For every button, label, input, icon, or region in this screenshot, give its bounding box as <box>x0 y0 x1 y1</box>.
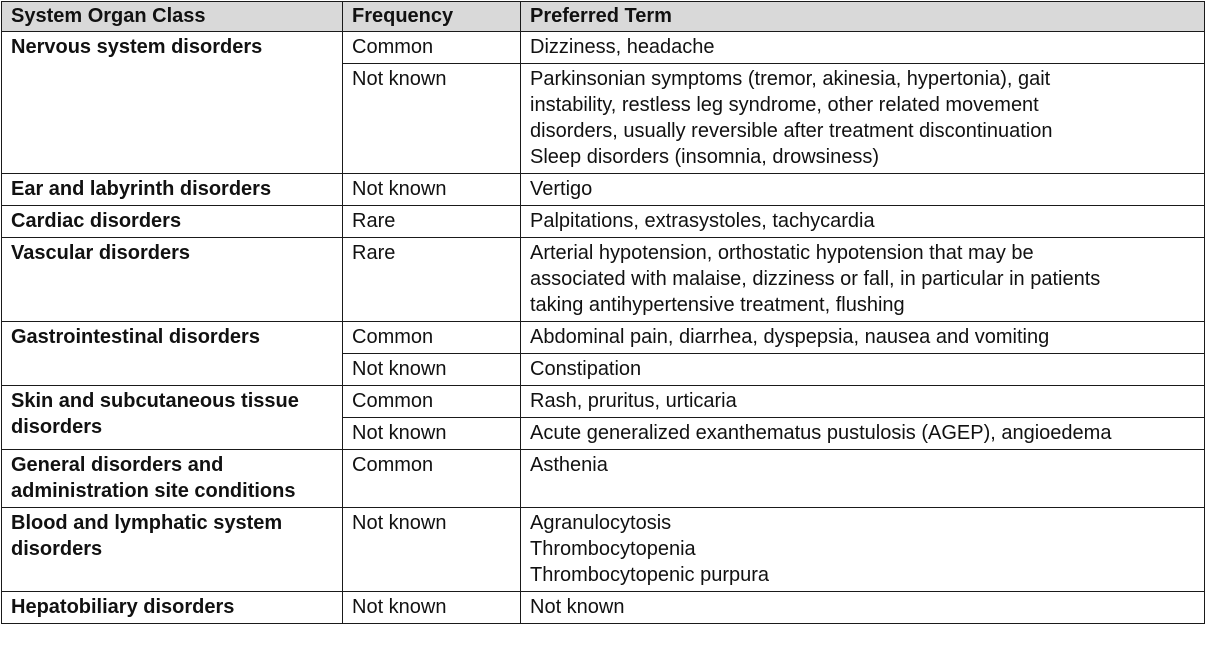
term-cell <box>521 592 1205 624</box>
frequency-cell: Common <box>343 32 521 64</box>
term-line: Acute generalized exanthematus pustulosis (AGEP), angioedema <box>530 422 1112 444</box>
header-system-organ-class: System Organ Class <box>2 2 343 32</box>
term-line: Sleep disorders (insomnia, drowsiness) <box>530 146 880 168</box>
term-cell <box>521 206 1205 238</box>
soc-cell: Vascular disorders <box>2 238 343 322</box>
frequency-cell: Rare <box>343 206 521 238</box>
term-line: instability, restless leg syndrome, other related movement <box>530 94 1039 116</box>
frequency-cell: Not known <box>343 354 521 386</box>
term-cell <box>521 174 1205 206</box>
term-line: Constipation <box>530 358 642 380</box>
soc-line: Skin and subcutaneous tissue <box>11 390 299 412</box>
frequency-cell: Not known <box>343 174 521 206</box>
term-line: Asthenia <box>530 454 608 476</box>
table-row <box>2 206 1205 238</box>
term-cell <box>521 508 1205 592</box>
term-cell <box>521 354 1205 386</box>
header-frequency: Frequency <box>343 2 521 32</box>
term-cell <box>521 418 1205 450</box>
table-row <box>2 508 1205 592</box>
term-line: Arterial hypotension, orthostatic hypotension that may be <box>530 242 1034 264</box>
table-row <box>2 450 1205 508</box>
term-line: taking antihypertensive treatment, flushing <box>530 294 905 316</box>
term-line: Abdominal pain, diarrhea, dyspepsia, nausea and vomiting <box>530 326 1050 348</box>
term-cell <box>521 386 1205 418</box>
term-line: Vertigo <box>530 178 593 200</box>
soc-line: Blood and lymphatic system <box>11 512 283 534</box>
term-line: disorders, usually reversible after treatment discontinuation <box>530 120 1053 142</box>
soc-cell: Hepatobiliary disorders <box>2 592 343 624</box>
term-line: Dizziness, headache <box>530 36 715 58</box>
term-line: Thrombocytopenic purpura <box>530 564 770 586</box>
soc-cell: Nervous system disorders <box>2 32 343 174</box>
frequency-cell: Common <box>343 450 521 508</box>
frequency-cell: Common <box>343 322 521 354</box>
table-row <box>2 238 1205 322</box>
term-cell <box>521 450 1205 508</box>
table-header-row <box>2 2 1205 32</box>
table-row <box>2 322 1205 354</box>
soc-cell: Cardiac disorders <box>2 206 343 238</box>
soc-cell <box>2 386 343 450</box>
adverse-reactions-table <box>1 1 1205 624</box>
frequency-cell: Not known <box>343 508 521 592</box>
soc-line: administration site conditions <box>11 480 296 502</box>
soc-cell: Gastrointestinal disorders <box>2 322 343 386</box>
frequency-cell: Rare <box>343 238 521 322</box>
soc-line: General disorders and <box>11 454 224 476</box>
table-row <box>2 386 1205 418</box>
term-cell <box>521 322 1205 354</box>
frequency-cell: Common <box>343 386 521 418</box>
soc-line: disorders <box>11 538 103 560</box>
frequency-cell: Not known <box>343 64 521 174</box>
term-cell <box>521 32 1205 64</box>
term-line: Agranulocytosis <box>530 512 672 534</box>
term-line: associated with malaise, dizziness or fall, in particular in patients <box>530 268 1101 290</box>
soc-cell <box>2 450 343 508</box>
table-row <box>2 592 1205 624</box>
term-cell <box>521 64 1205 174</box>
soc-line: disorders <box>11 416 103 438</box>
table-row <box>2 32 1205 64</box>
term-line: Palpitations, extrasystoles, tachycardia <box>530 210 875 232</box>
term-cell <box>521 238 1205 322</box>
term-line: Not known <box>530 596 625 618</box>
frequency-cell: Not known <box>343 418 521 450</box>
term-line: Thrombocytopenia <box>530 538 696 560</box>
soc-cell: Ear and labyrinth disorders <box>2 174 343 206</box>
table-row <box>2 174 1205 206</box>
soc-cell <box>2 508 343 592</box>
term-line: Parkinsonian symptoms (tremor, akinesia, hypertonia), gait <box>530 68 1051 90</box>
header-preferred-term: Preferred Term <box>521 2 1205 32</box>
term-line: Rash, pruritus, urticaria <box>530 390 737 412</box>
frequency-cell: Not known <box>343 592 521 624</box>
